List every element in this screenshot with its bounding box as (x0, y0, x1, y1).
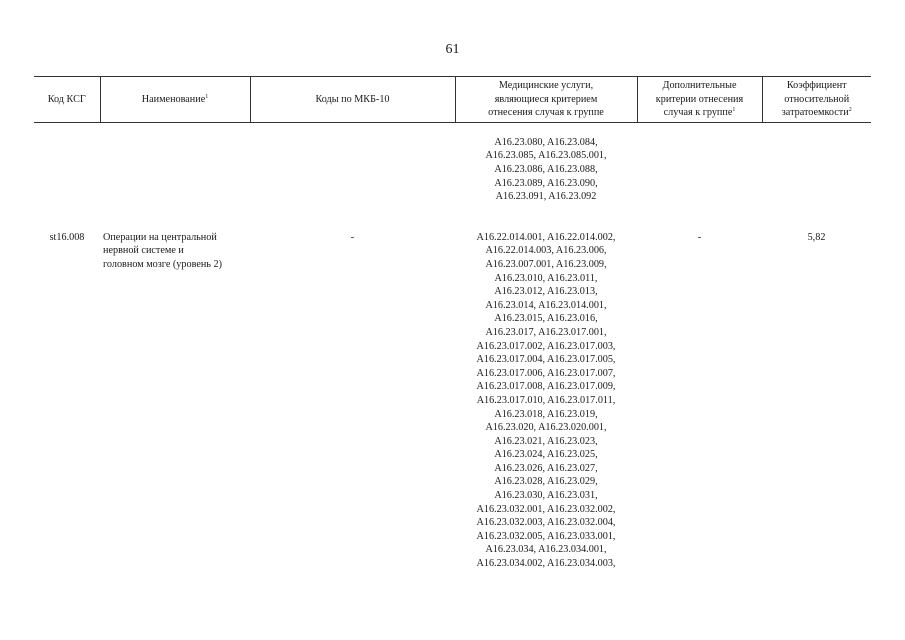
service-line: A16.23.032.003, A16.23.032.004, (476, 517, 616, 529)
service-line: A16.23.024, A16.23.025, (494, 449, 598, 461)
cont-mkb-cell (250, 122, 455, 220)
service-line: A16.23.017, A16.23.017.001, (485, 326, 607, 338)
service-line: A16.23.080, A16.23.084, (494, 136, 598, 148)
header-mkb (250, 77, 455, 123)
service-line: A16.23.086, A16.23.088, (494, 163, 598, 175)
service-line: A16.23.014, A16.23.014.001, (485, 299, 607, 311)
header-coef-line-text: затратоемкости (781, 107, 849, 119)
cont-services-cell (455, 122, 637, 220)
service-line: A16.23.012, A16.23.013, (494, 286, 598, 298)
header-services (455, 77, 637, 123)
header-services-line: являющиеся критерием (494, 93, 598, 105)
header-extra-footnote: 1 (732, 107, 736, 114)
service-line: A16.23.021, A16.23.023, (494, 435, 598, 447)
table-row-continuation (34, 122, 871, 220)
header-services-line: отнесения случая к группе (488, 107, 604, 119)
header-extra-line (641, 106, 759, 120)
service-line: A16.23.085, A16.23.085.001, (485, 150, 607, 162)
cont-name-cell (100, 122, 250, 220)
header-coef-line: Коэффициент (786, 80, 847, 91)
service-line: A16.23.010, A16.23.011, (494, 272, 598, 284)
header-coef-line (766, 106, 869, 120)
cont-extra-cell (637, 122, 762, 220)
service-line: A16.22.014.003, A16.23.006, (485, 245, 607, 257)
service-line: A16.23.017.010, A16.23.017.011, (476, 394, 616, 406)
service-line: A16.23.015, A16.23.016, (494, 313, 598, 325)
table-row (34, 220, 871, 571)
row-name-line: Операции на центральной (103, 231, 217, 243)
header-mkb-text: Коды по МКБ-10 (315, 93, 390, 105)
row-name-line: нервной системе и (103, 245, 184, 257)
service-line: A16.23.089, A16.23.090, (494, 177, 598, 189)
header-name-text: Наименование (141, 93, 206, 105)
header-name-footnote: 1 (205, 93, 209, 100)
table-header-row (34, 77, 871, 123)
header-code-text: Код КСГ (47, 93, 86, 105)
header-services-line: Медицинские услуги, (498, 80, 594, 91)
header-name (100, 77, 250, 123)
header-extra-line-text: случая к группе (663, 107, 733, 119)
service-line: A16.23.017.004, A16.23.017.005, (476, 354, 616, 366)
header-coef-line: относительной (784, 93, 850, 105)
header-coefficient (762, 77, 871, 123)
cont-code-cell (34, 122, 100, 220)
service-line: A16.23.032.005, A16.23.033.001, (476, 530, 616, 542)
service-line: A16.23.091, A16.23.092 (495, 191, 597, 203)
header-extra-line: критерии отнесения (655, 93, 744, 105)
service-line: A16.23.017.008, A16.23.017.009, (476, 381, 616, 393)
service-line: A16.23.017.006, A16.23.017.007, (476, 367, 616, 379)
service-line: A16.23.034.002, A16.23.034.003, (476, 558, 616, 570)
header-extra-criteria (637, 77, 762, 123)
service-line: A16.23.026, A16.23.027, (494, 462, 598, 474)
row-mkb: - (350, 231, 355, 243)
cont-coef-cell (762, 122, 871, 220)
service-line: A16.23.032.001, A16.23.032.002, (476, 503, 616, 515)
row-coefficient: 5,82 (807, 231, 826, 243)
service-line: A16.22.014.001, A16.22.014.002, (476, 231, 616, 243)
row-name (100, 220, 250, 571)
row-code: st16.008 (49, 231, 85, 243)
service-line: A16.23.018, A16.23.019, (494, 408, 598, 420)
service-line: A16.23.028, A16.23.029, (494, 476, 598, 488)
header-code (34, 77, 100, 123)
service-line: A16.23.030, A16.23.031, (494, 490, 598, 502)
row-name-line: головном мозге (уровень 2) (103, 258, 222, 270)
header-extra-line: Дополнительные (662, 80, 737, 91)
service-line: A16.23.020, A16.23.020.001, (485, 422, 607, 434)
page-number: 61 (445, 42, 460, 57)
service-line: A16.23.007.001, A16.23.009, (485, 258, 607, 270)
service-line: A16.23.017.002, A16.23.017.003, (476, 340, 616, 352)
ksg-table (34, 76, 871, 571)
service-line: A16.23.034, A16.23.034.001, (485, 544, 607, 556)
header-coef-footnote: 2 (848, 107, 852, 114)
row-extra-criteria: - (697, 231, 702, 243)
row-services (455, 220, 637, 571)
